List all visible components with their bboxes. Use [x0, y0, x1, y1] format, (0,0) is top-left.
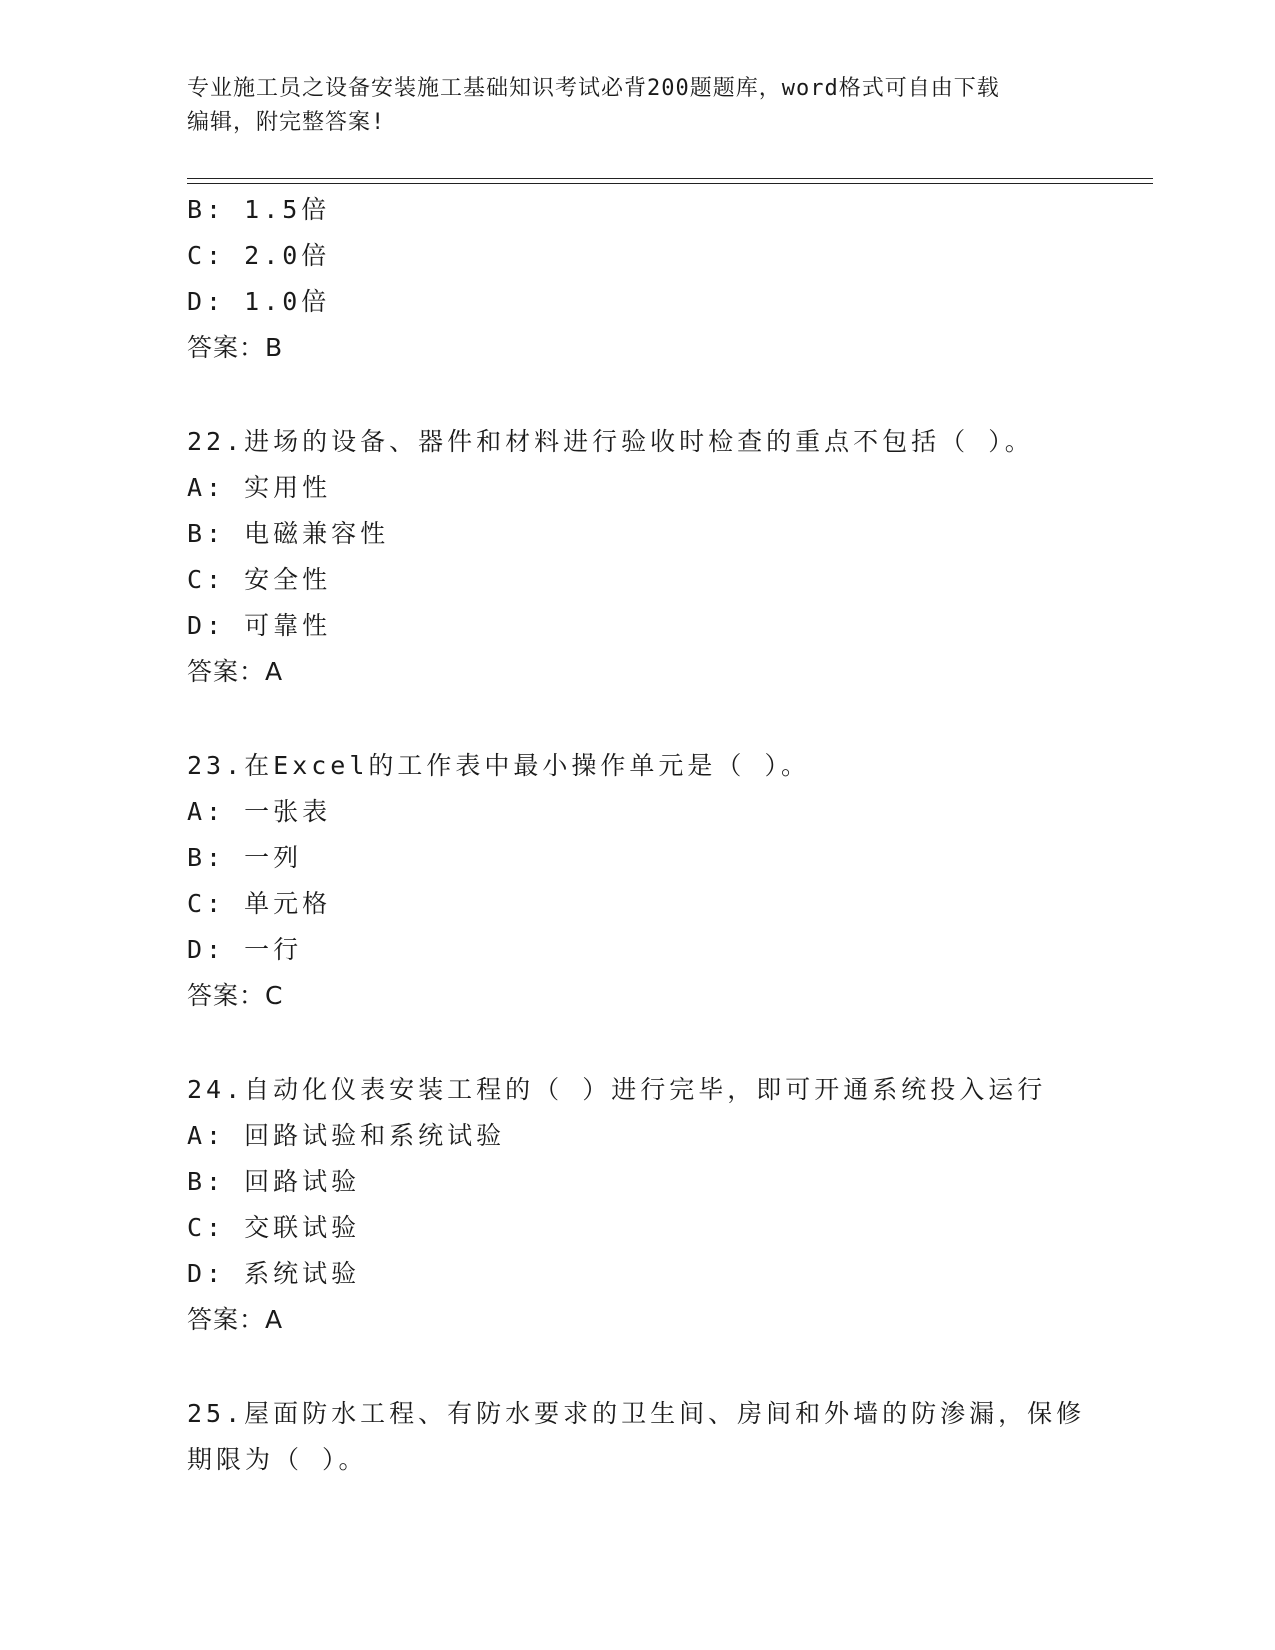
question-text: 24.自动化仪表安装工程的（ ）进行完毕，即可开通系统投入运行 — [187, 1075, 1047, 1104]
question-text: 22.进场的设备、器件和材料进行验收时检查的重点不包括（ ）。 — [187, 427, 1034, 456]
question-22 — [187, 419, 1147, 695]
option-a: A: 实用性 — [187, 473, 332, 502]
option-d: D: 一行 — [187, 935, 303, 964]
answer-label: 答案：A — [187, 1305, 284, 1334]
question-24 — [187, 1067, 1147, 1343]
answer-label: 答案：A — [187, 657, 284, 686]
option-a: A: 回路试验和系统试验 — [187, 1121, 506, 1150]
option-b: B: 1.5倍 — [187, 195, 331, 224]
question-25 — [187, 1391, 1147, 1483]
option-a: A: 一张表 — [187, 797, 332, 826]
answer-label: 答案：C — [187, 981, 284, 1010]
spacer — [187, 1019, 1147, 1067]
spacer — [187, 1343, 1147, 1391]
option-b: B: 一列 — [187, 843, 303, 872]
option-c: C: 交联试验 — [187, 1213, 361, 1242]
header-line-2: 编辑，附完整答案! — [187, 110, 386, 135]
option-b: B: 回路试验 — [187, 1167, 361, 1196]
header-line-1: 专业施工员之设备安装施工基础知识考试必背200题题库，word格式可自由下载 — [187, 76, 1000, 101]
answer-label: 答案：B — [187, 333, 284, 362]
question-text-line-1: 25.屋面防水工程、有防水要求的卫生间、房间和外墙的防渗漏，保修 — [187, 1399, 1086, 1428]
option-d: D: 系统试验 — [187, 1259, 361, 1288]
option-c: C: 单元格 — [187, 889, 332, 918]
question-21 — [187, 187, 1147, 371]
spacer — [187, 695, 1147, 743]
question-list — [187, 187, 1147, 1483]
option-c: C: 2.0倍 — [187, 241, 331, 270]
option-c: C: 安全性 — [187, 565, 332, 594]
question-text-line-2: 期限为（ ）。 — [187, 1445, 368, 1474]
question-23 — [187, 743, 1147, 1019]
header-divider-top — [187, 178, 1153, 179]
option-d: D: 可靠性 — [187, 611, 332, 640]
option-b: B: 电磁兼容性 — [187, 519, 390, 548]
spacer — [187, 371, 1147, 419]
option-d: D: 1.0倍 — [187, 287, 331, 316]
question-text: 23.在Excel的工作表中最小操作单元是（ ）。 — [187, 751, 810, 780]
header-divider-bottom — [187, 183, 1153, 184]
document-header — [187, 72, 1087, 140]
